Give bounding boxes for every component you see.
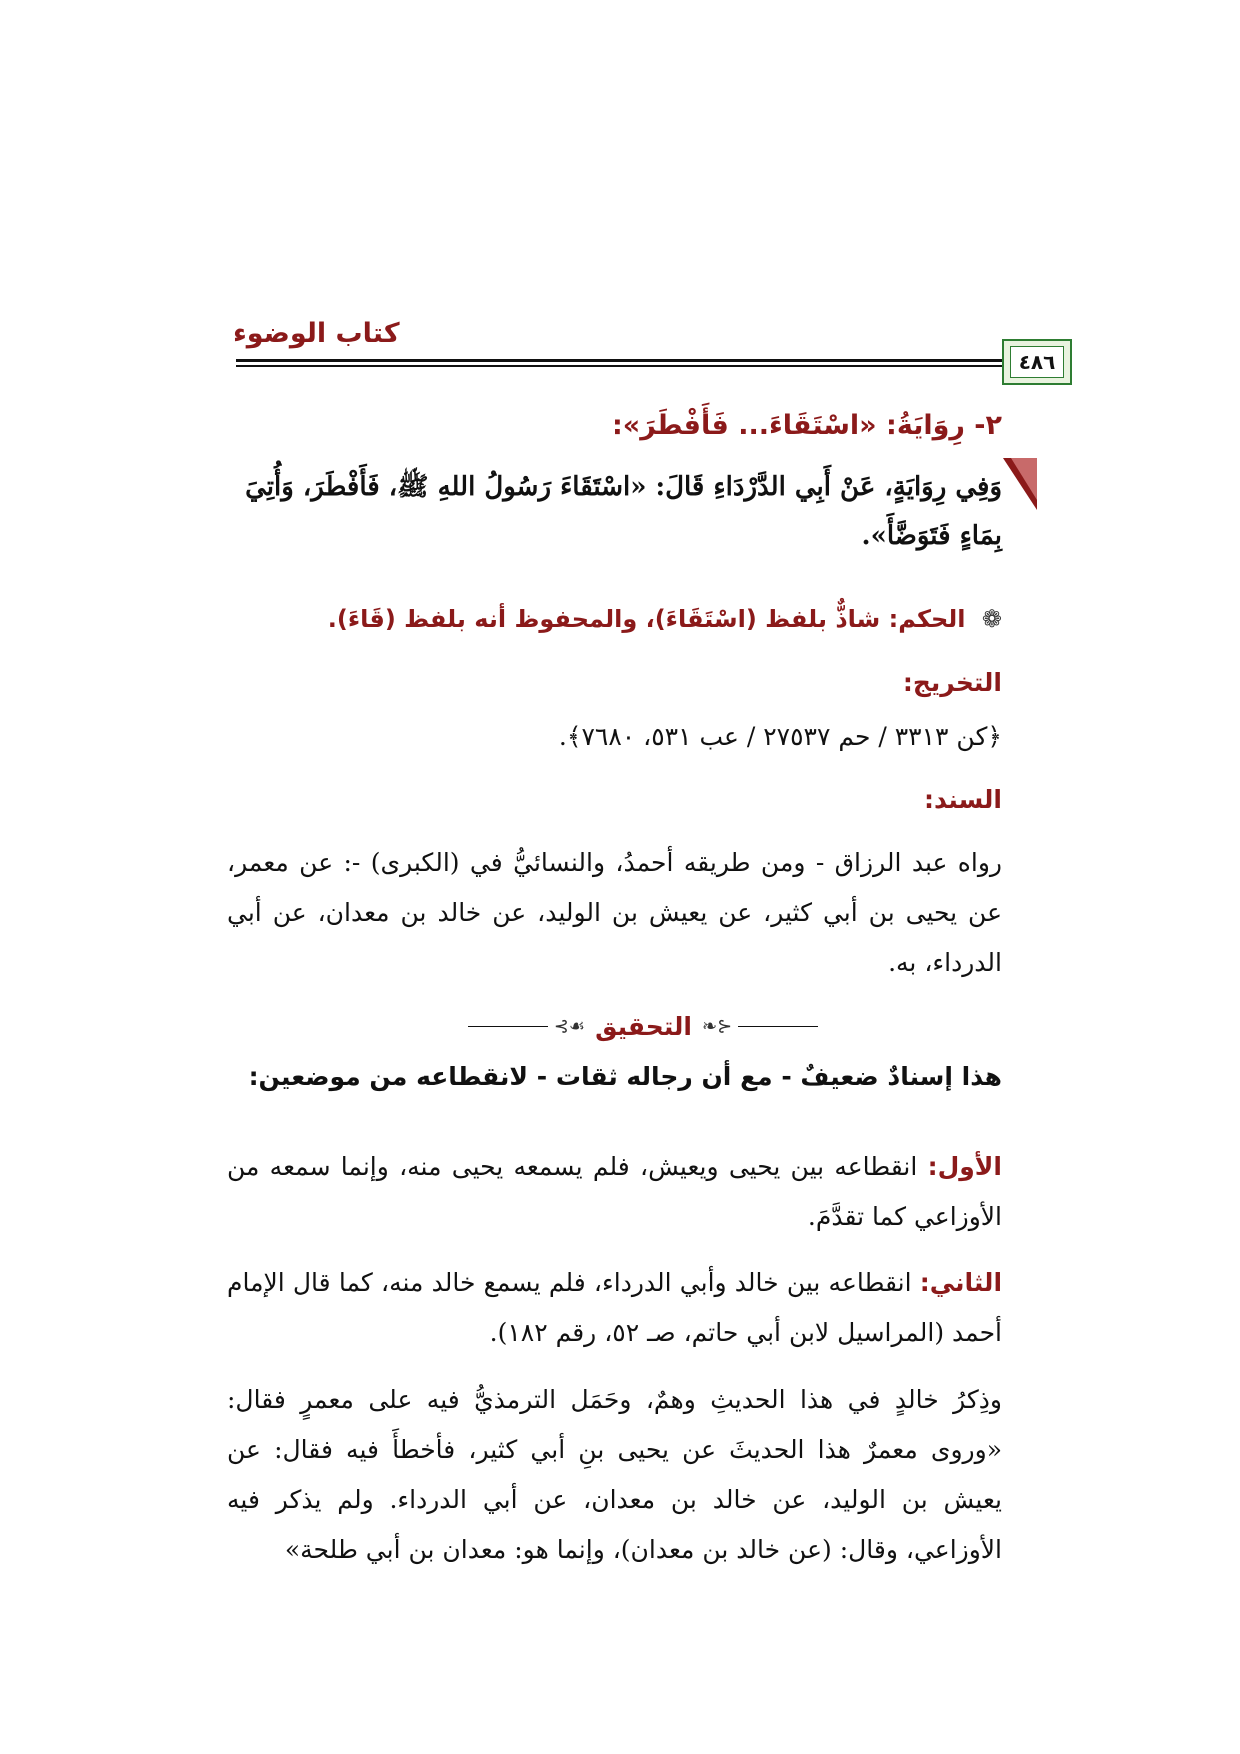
second-reason	[227, 1258, 1002, 1358]
page-number-badge	[1002, 339, 1072, 385]
header-rule	[236, 365, 1003, 367]
verdict-text: هذا إسنادٌ ضعيفٌ - مع أن رجاله ثقات - لانقطاعه من موضعين:	[248, 1062, 1002, 1091]
ruling-text: شاذٌّ بلفظ (اسْتَقَاءَ)، والمحفوظ أنه بلفظ (قَاءَ).	[327, 605, 881, 633]
takhrij-text: ﴿كن ٣٣١٣ / حم ٢٧٥٣٧ / عب ٥٣١، ٧٦٨٠﴾.	[558, 722, 1002, 751]
ornament-icon: ⊰❧	[701, 1015, 733, 1037]
corner-ornament	[1011, 458, 1037, 500]
ruling-line	[222, 605, 1002, 633]
narration-text: وَفِي رِوَايَةٍ، عَنْ أَبِي الدَّرْدَاءِ قَالَ: «اسْتَقَاءَ رَسُولُ اللهِ ﷺ، فَأَفْطَرَ، وَأُتِيَ بِمَاءٍ فَتَوَضَّأَ».	[245, 472, 1002, 551]
sanad-label: السند:	[923, 785, 1002, 814]
third-paragraph: وذِكرُ خالدٍ في هذا الحديثِ وهمٌ، وحَمَل الترمذيُّ فيه على معمرٍ فقال: «وروى معمرٌ هذا الحديثَ عن يحيى بنِ أبي كثير، فأخطأَ فيه فقال: عن يعيش بن الوليد، عن خالد بن معدان، عن أبي الدرداء. ولم يذكر فيه الأوزاعي، وقال: (عن خالد بن معدان)، وإنما هو: معدان بن أبي طلحة»	[227, 1385, 1002, 1564]
header-rule	[236, 359, 1003, 362]
second-label: الثاني:	[919, 1268, 1003, 1297]
sanad-text: رواه عبد الرزاق - ومن طريقه أحمدُ، والنسائيُّ في (الكبرى) -: عن معمر، عن يحيى بن أبي كثير، عن يعيش بن الوليد، عن خالد بن معدان، عن أبي الدرداء، به.	[227, 848, 1002, 977]
ruling-label: الحكم:	[888, 605, 966, 633]
first-text: انقطاعه بين يحيى ويعيش، فلم يسمعه يحيى منه، وإنما سمعه من الأوزاعي كما تقدَّمَ.	[227, 1152, 1002, 1231]
page-number: ٤٨٦	[1010, 346, 1064, 378]
takhrij-label: التخريج:	[902, 668, 1002, 697]
flower-icon: ❁	[981, 605, 1002, 633]
tahqiq-title: التحقيق	[595, 1011, 692, 1041]
section-heading: ٢- رِوَايَةُ: «اسْتَقَاءَ... فَأَفْطَرَ»:	[611, 410, 1002, 441]
first-reason	[227, 1142, 1002, 1242]
divider-line	[738, 1026, 818, 1027]
first-label: الأول:	[927, 1152, 1002, 1181]
divider-line	[468, 1026, 548, 1027]
second-text: انقطاعه بين خالد وأبي الدرداء، فلم يسمع خالد منه، كما قال الإمام أحمد (المراسيل لابن أبي حاتم، صـ ٥٢، رقم ١٨٢).	[227, 1268, 1002, 1347]
tahqiq-divider	[468, 1010, 818, 1042]
ornament-icon: ☙⊱	[553, 1015, 586, 1037]
running-title: كتاب الوضوء	[233, 318, 400, 349]
